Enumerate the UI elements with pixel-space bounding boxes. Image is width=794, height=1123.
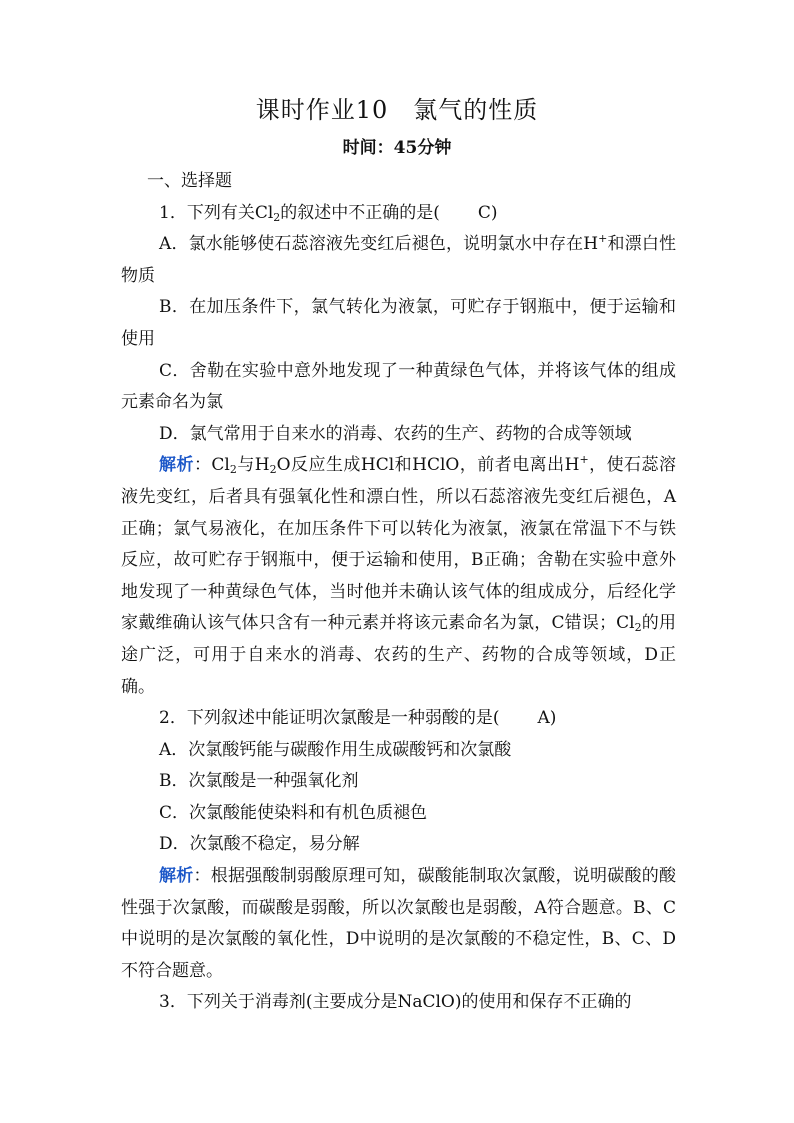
- q1-option-a-sup: +: [598, 232, 608, 246]
- q2-option-b: B．次氯酸是一种强氧化剂: [159, 771, 359, 792]
- q1-analysis-4: ，使石蕊溶液先变红，后者具有强氧化性和漂白性，所以石蕊溶液先变红后褪色，A正确；氯气易液化，在加压条件下可以转化为液氯，液氯在常温下不与铁反应，故可贮存于钢瓶中，便于运输和使用，B正确；舍勒在实验中意外地发现了一种黄绿色气体，当时他并未确认该气体的组成成分，后经化学家戴维确认该气体只含有一种元素并将该元素命名为氯，C错误；Cl: [121, 455, 676, 634]
- q1-option-c: C．舍勒在实验中意外地发现了一种黄绿色气体，并将该气体的组成元素命名为氯: [121, 360, 676, 413]
- q2-analysis-label: 解析: [159, 866, 194, 887]
- question-2-stem: [121, 703, 676, 735]
- q1-analysis-3-sup: +: [579, 453, 589, 467]
- q1-analysis-5: 的用途广泛，可用于自来水的消毒、农药的生产、药物的合成等领域，D正确。: [121, 613, 676, 697]
- q2-stem: 2．下列叙述中能证明次氯酸是一种弱酸的是(: [159, 708, 500, 729]
- q2-option-c: C．次氯酸能使染料和有机色质褪色: [159, 802, 428, 823]
- q2-option-d: D．次氯酸不稳定，易分解: [159, 834, 360, 855]
- q1-analysis-1: ：Cl: [193, 455, 230, 476]
- q1-analysis-4-sub: 2: [634, 621, 642, 635]
- q1-analysis: [121, 450, 676, 703]
- q1-option-a-pre: A．氯水能够使石蕊溶液先变红后褪色，说明氯水中存在H: [159, 234, 599, 255]
- q1-close: ): [490, 202, 498, 223]
- q1-option-a-post: 和漂白性物质: [121, 234, 677, 286]
- q1-analysis-1-sub: 2: [229, 463, 237, 477]
- q1-analysis-2-sub: 2: [269, 463, 277, 477]
- q1-stem-sub: 2: [273, 210, 281, 224]
- q1-option-b: B．在加压条件下，氯气转化为液氯，可贮存于钢瓶中，便于运输和使用: [121, 297, 676, 349]
- q1-option-d: D．氯气常用于自来水的消毒、农药的生产、药物的合成等领域: [159, 423, 632, 444]
- q1-stem-post: 的叙述中不正确的是(: [280, 202, 440, 223]
- document-body: [121, 166, 676, 1019]
- q2-close: ): [549, 708, 557, 729]
- q1-analysis-label: 解析: [159, 455, 194, 476]
- q2-analysis-text: ：根据强酸制弱酸原理可知，碳酸能制取次氯酸，说明碳酸的酸性强于次氯酸，而碳酸是弱酸，所以次氯酸也是弱酸，A符合题意。B、C中说明的是次氯酸的氧化性，D中说明的是次氯酸的不稳定性，B、C、D不符合题意。: [121, 866, 677, 981]
- q2-analysis: [121, 861, 676, 987]
- q1-analysis-3: O反应生成HCl和HClO，前者电离出H: [276, 455, 580, 476]
- section-heading: 一、选择题: [147, 171, 232, 191]
- question-3-stem: 3．下列关于消毒剂(主要成分是NaClO)的使用和保存不正确的: [159, 992, 632, 1013]
- q1-analysis-2: 与H: [236, 455, 270, 476]
- q2-answer: A: [537, 708, 550, 729]
- q1-answer: C: [477, 202, 491, 223]
- page-title: 课时作业10 氯气的性质: [255, 96, 539, 124]
- time-limit: 时间：45分钟: [342, 138, 452, 158]
- q1-stem-pre: 1．下列有关Cl: [159, 202, 274, 223]
- question-1-stem: [121, 198, 676, 230]
- q1-option-a: [121, 229, 676, 292]
- q2-option-a: A．次氯酸钙能与碳酸作用生成碳酸钙和次氯酸: [159, 739, 512, 760]
